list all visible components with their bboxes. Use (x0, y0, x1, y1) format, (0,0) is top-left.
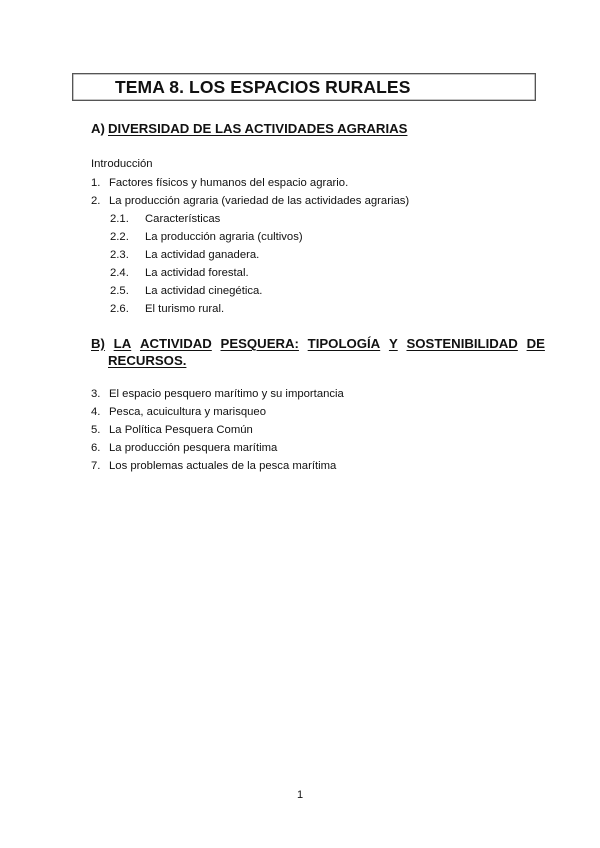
section-a-letter: A) (91, 121, 105, 136)
item-number: 7. (91, 460, 101, 472)
item-number: 2. (91, 195, 101, 207)
item-number: 2.2. (110, 231, 129, 243)
item-text: La producción agraria (cultivos) (145, 231, 303, 243)
section-a-title: DIVERSIDAD DE LAS ACTIVIDADES AGRARIAS (108, 121, 408, 136)
section-b-letter: B) (91, 336, 105, 351)
item-text: Los problemas actuales de la pesca marítima (109, 460, 337, 472)
page-number: 1 (297, 789, 304, 801)
heading-word: SOSTENIBILIDAD (406, 336, 518, 351)
list-item (91, 442, 277, 454)
sub-list-item (110, 213, 220, 225)
item-text: Factores físicos y humanos del espacio agrario. (109, 177, 349, 189)
list-item (91, 195, 409, 207)
list-item (91, 460, 336, 472)
heading-word: Y (388, 336, 398, 351)
heading-word: DE (526, 336, 545, 351)
sub-list-item (110, 231, 303, 243)
list-item (91, 388, 344, 400)
heading-word: LA (113, 336, 132, 351)
title-box (72, 73, 536, 101)
item-text: Pesca, acuicultura y marisqueo (109, 406, 266, 418)
section-b-heading (91, 335, 545, 369)
item-text: La actividad cinegética. (145, 285, 263, 297)
item-text: La actividad ganadera. (145, 249, 260, 261)
item-number: 2.6. (110, 303, 129, 315)
list-item (91, 406, 266, 418)
list-item (91, 177, 348, 189)
item-text: La producción pesquera marítima (109, 442, 278, 454)
item-number: 3. (91, 388, 101, 400)
item-text: La actividad forestal. (145, 267, 249, 279)
heading-word: TIPOLOGÍA (307, 336, 381, 351)
list-item (91, 424, 253, 436)
item-text: La Política Pesquera Común (109, 424, 253, 436)
item-number: 5. (91, 424, 101, 436)
item-number: 2.5. (110, 285, 129, 297)
sub-list-item (110, 249, 259, 261)
page-title: TEMA 8. LOS ESPACIOS RURALES (115, 77, 411, 97)
item-number: 6. (91, 442, 101, 454)
item-number: 2.1. (110, 213, 129, 225)
sub-list-item (110, 267, 249, 279)
item-number: 2.4. (110, 267, 129, 279)
item-number: 1. (91, 177, 101, 189)
item-text: La producción agraria (variedad de las actividades agrarias) (109, 195, 410, 207)
item-number: 2.3. (110, 249, 129, 261)
item-text: El turismo rural. (145, 303, 225, 315)
sub-list-item (110, 285, 262, 297)
item-number: 4. (91, 406, 101, 418)
heading-word: PESQUERA: (220, 336, 299, 351)
item-text: Características (145, 213, 221, 225)
intro-label: Introducción (91, 158, 153, 170)
section-a-heading (91, 121, 407, 136)
section-b-heading-line2: RECURSOS. (108, 353, 187, 368)
sub-list-item (110, 303, 224, 315)
heading-word: ACTIVIDAD (139, 336, 212, 351)
item-text: El espacio pesquero marítimo y su importancia (109, 388, 344, 400)
